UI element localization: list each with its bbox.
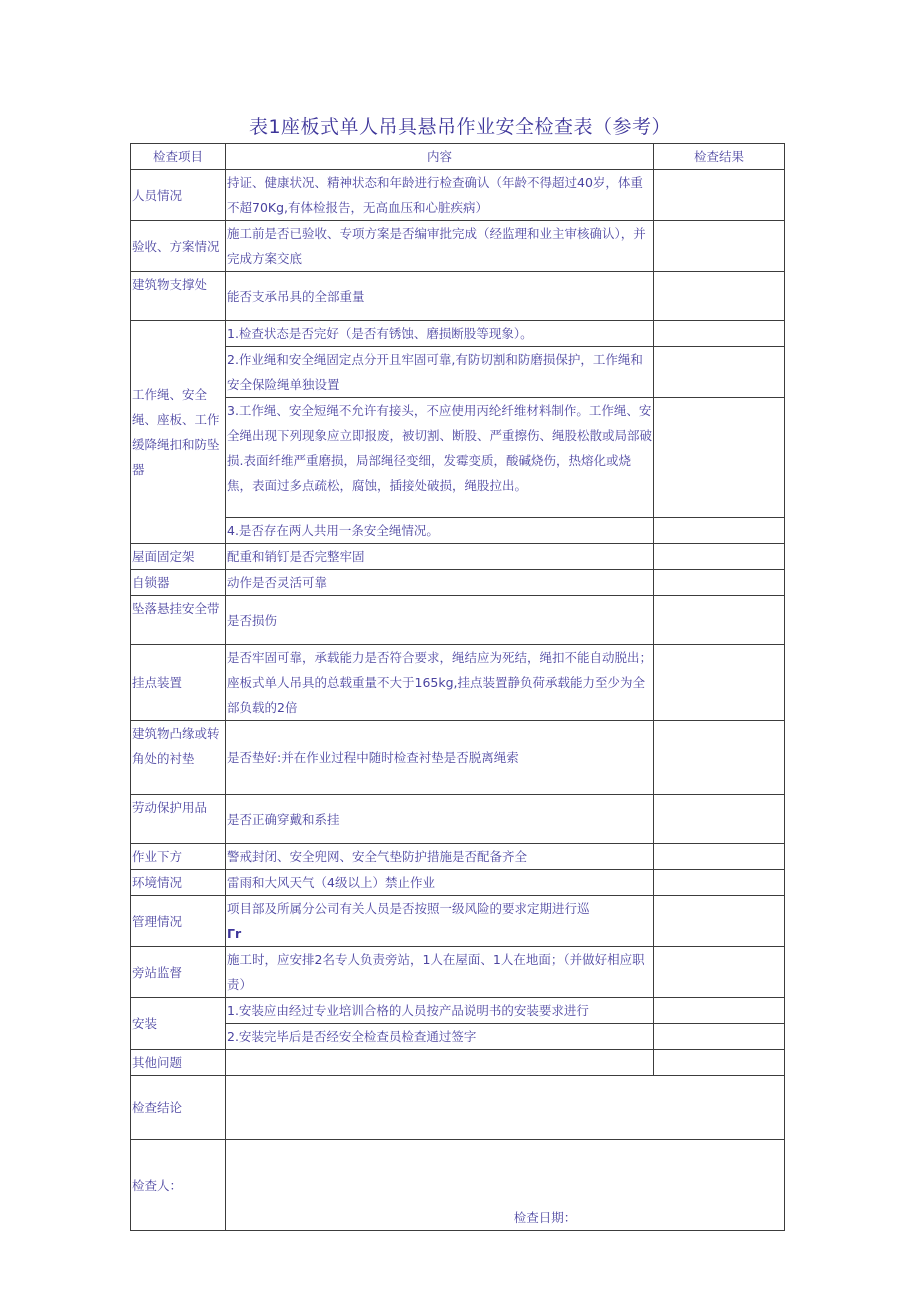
row-content: 雷雨和大风天气（4级以上）禁止作业: [226, 870, 654, 896]
result-cell[interactable]: [654, 321, 785, 347]
row-item: 屋面固定架: [131, 544, 226, 570]
table-row: [131, 870, 785, 896]
row-item: 建筑物凸缘或转角处的衬垫: [131, 721, 226, 795]
result-cell[interactable]: [654, 221, 785, 272]
row-content[interactable]: [226, 1050, 654, 1076]
table-row: [131, 518, 785, 544]
row-content: 施工前是否已验收、专项方案是否编审批完成（经监理和业主审核确认），并完成方案交底: [226, 221, 654, 272]
result-cell[interactable]: [654, 844, 785, 870]
page-title: 表1座板式单人吊具悬吊作业安全检查表（参考）: [248, 116, 672, 138]
row-item: 工作绳、安全绳、座板、工作缓降绳扣和防坠器: [131, 321, 226, 544]
result-cell[interactable]: [654, 398, 785, 518]
table-row: [131, 1050, 785, 1076]
result-cell[interactable]: [654, 570, 785, 596]
row-content: 动作是否灵活可靠: [226, 570, 654, 596]
inspector-field[interactable]: [226, 1140, 785, 1231]
row-content: 1.检查状态是否完好（是否有锈蚀、磨损断股等现象）。: [226, 321, 654, 347]
row-item: 管理情况: [131, 896, 226, 947]
table-row: [131, 947, 785, 998]
table-row: [131, 272, 785, 321]
inspector-label: 检查人：: [131, 1140, 226, 1231]
table-row: [131, 998, 785, 1024]
result-cell[interactable]: [654, 1024, 785, 1050]
row-content: 是否正确穿戴和系挂: [226, 795, 654, 844]
row-content: 能否支承吊具的全部重量: [226, 272, 654, 321]
row-item: 旁站监督: [131, 947, 226, 998]
header-content: 内容: [226, 144, 654, 170]
result-cell[interactable]: [654, 272, 785, 321]
result-cell[interactable]: [654, 645, 785, 721]
row-item: 验收、方案情况: [131, 221, 226, 272]
table-row: [131, 544, 785, 570]
table-row: [131, 645, 785, 721]
row-item: 作业下方: [131, 844, 226, 870]
table-row: [131, 398, 785, 518]
result-cell[interactable]: [654, 1050, 785, 1076]
row-content: 2.作业绳和安全绳固定点分开且牢固可靠,有防切割和防磨损保护，工作绳和安全保险绳单独设置: [226, 347, 654, 398]
result-cell[interactable]: [654, 721, 785, 795]
inspection-date-label: 检查日期：: [513, 1210, 577, 1225]
row-content: 是否损伤: [226, 596, 654, 645]
row-item: 人员情况: [131, 170, 226, 221]
row-content-line2: Γr: [227, 926, 242, 941]
row-content: 是否牢固可靠，承载能力是否符合要求，绳结应为死结，绳扣不能自动脱出；座板式单人吊具的总载重量不大于165kg,挂点装置静负荷承载能力至少为全部负载的2倍: [226, 645, 654, 721]
table-row: [131, 1024, 785, 1050]
row-item: 劳动保护用品: [131, 795, 226, 844]
result-cell[interactable]: [654, 347, 785, 398]
table-row: [131, 844, 785, 870]
row-item: 其他问题: [131, 1050, 226, 1076]
row-content: [226, 896, 654, 947]
header-item: 检查项目: [131, 144, 226, 170]
row-content: 4.是否存在两人共用一条安全绳情况。: [226, 518, 654, 544]
result-cell[interactable]: [654, 544, 785, 570]
row-content: 警戒封闭、安全兜网、安全气垫防护措施是否配备齐全: [226, 844, 654, 870]
table-row: [131, 221, 785, 272]
row-item: 坠落悬挂安全带: [131, 596, 226, 645]
row-item: 环境情况: [131, 870, 226, 896]
row-item: 自锁器: [131, 570, 226, 596]
conclusion-field[interactable]: [226, 1076, 785, 1140]
row-item: 挂点装置: [131, 645, 226, 721]
result-cell[interactable]: [654, 170, 785, 221]
row-content: 持证、健康状况、精神状态和年龄进行检查确认（年龄不得超过40岁，体重不超70Kg,有体检报告，无高血压和心脏疾病）: [226, 170, 654, 221]
row-item: 安装: [131, 998, 226, 1050]
inspection-table: [130, 143, 785, 1231]
result-cell[interactable]: [654, 947, 785, 998]
row-item: 建筑物支撑处: [131, 272, 226, 321]
table-row: [131, 347, 785, 398]
table-row: [131, 170, 785, 221]
table-row: [131, 896, 785, 947]
table-header-row: [131, 144, 785, 170]
conclusion-label: 检查结论: [131, 1076, 226, 1140]
row-content: 配重和销钉是否完整牢固: [226, 544, 654, 570]
table-row: [131, 721, 785, 795]
table-row: [131, 321, 785, 347]
row-content: 1.安装应由经过专业培训合格的人员按产品说明书的安装要求进行: [226, 998, 654, 1024]
header-result: 检查结果: [654, 144, 785, 170]
result-cell[interactable]: [654, 870, 785, 896]
row-content-line1: 项目部及所属分公司有关人员是否按照一级风险的要求定期进行巡: [227, 901, 590, 916]
result-cell[interactable]: [654, 596, 785, 645]
inspector-row: [131, 1140, 785, 1231]
row-content: 2.安装完毕后是否经安全检查员检查通过签字: [226, 1024, 654, 1050]
table-row: [131, 596, 785, 645]
conclusion-row: [131, 1076, 785, 1140]
row-content: 是否垫好:并在作业过程中随时检查衬垫是否脱离绳索: [226, 721, 654, 795]
table-row: [131, 570, 785, 596]
result-cell[interactable]: [654, 518, 785, 544]
table-row: [131, 795, 785, 844]
row-content: 施工时，应安排2名专人负责旁站，1人在屋面、1人在地面；（并做好相应职责）: [226, 947, 654, 998]
result-cell[interactable]: [654, 998, 785, 1024]
row-content: 3.工作绳、安全短绳不允许有接头，不应使用丙纶纤维材料制作。工作绳、安全绳出现下列现象应立即报废，被切割、断股、严重擦伤、绳股松散或局部破损.表面纤维严重磨损，局部绳径变细，发霉变质，酸碱烧伤，热熔化或烧焦，表面过多点疏松，腐蚀，插接处破损，绳股拉出。: [226, 398, 654, 518]
result-cell[interactable]: [654, 896, 785, 947]
result-cell[interactable]: [654, 795, 785, 844]
